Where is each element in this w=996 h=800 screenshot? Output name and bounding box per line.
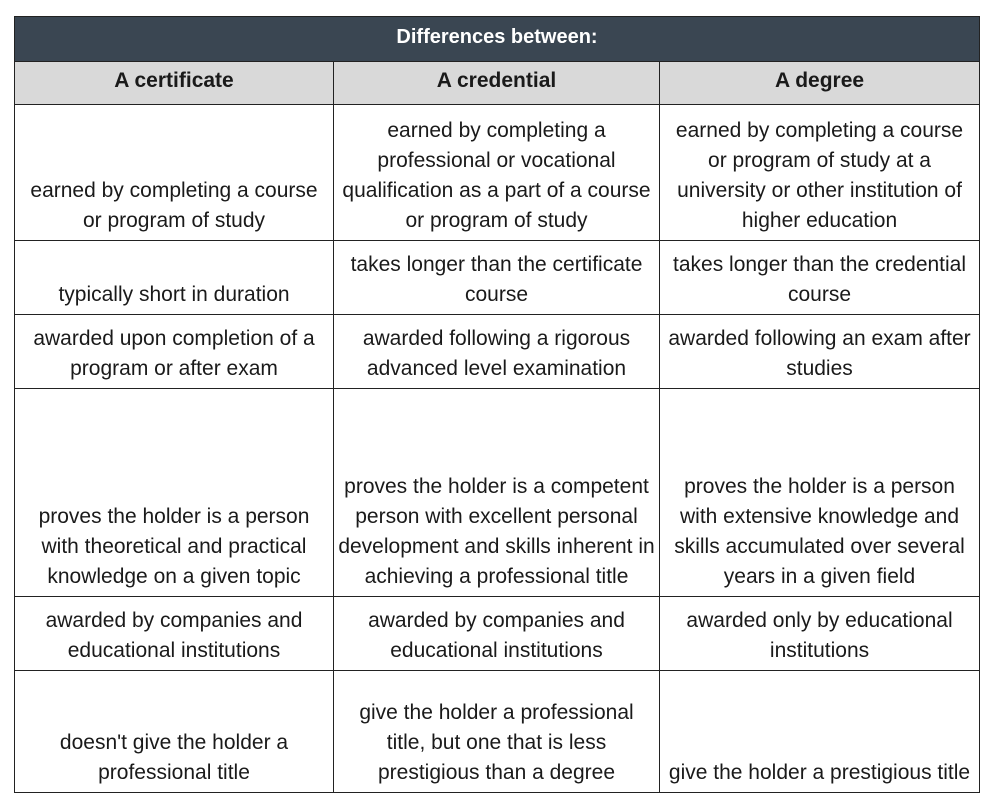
cell-credential: awarded following a rigorous advanced level examination (334, 315, 660, 389)
cell-certificate: earned by completing a course or program of study (15, 105, 334, 241)
table-row (15, 105, 980, 241)
column-header-certificate: A certificate (15, 62, 334, 105)
table-row (15, 671, 980, 793)
cell-credential: proves the holder is a competent person with excellent personal development and skills inherent in achieving a professional title (334, 389, 660, 597)
cell-degree: give the holder a prestigious title (660, 671, 980, 793)
cell-credential: takes longer than the certificate course (334, 241, 660, 315)
comparison-table (14, 16, 980, 793)
cell-credential: give the holder a professional title, but one that is less prestigious than a degree (334, 671, 660, 793)
cell-certificate: awarded by companies and educational institutions (15, 597, 334, 671)
cell-degree: proves the holder is a person with extensive knowledge and skills accumulated over several years in a given field (660, 389, 980, 597)
cell-credential: earned by completing a professional or vocational qualification as a part of a course or program of study (334, 105, 660, 241)
header-row (15, 62, 980, 105)
cell-credential: awarded by companies and educational institutions (334, 597, 660, 671)
cell-degree: takes longer than the credential course (660, 241, 980, 315)
table-row (15, 241, 980, 315)
title-row (15, 17, 980, 62)
cell-certificate: typically short in duration (15, 241, 334, 315)
table-row (15, 389, 980, 597)
cell-degree: awarded following an exam after studies (660, 315, 980, 389)
column-header-credential: A credential (334, 62, 660, 105)
cell-degree: awarded only by educational institutions (660, 597, 980, 671)
cell-degree: earned by completing a course or program of study at a university or other institution of higher education (660, 105, 980, 241)
table-row (15, 597, 980, 671)
table-row (15, 315, 980, 389)
cell-certificate: doesn't give the holder a professional title (15, 671, 334, 793)
column-header-degree: A degree (660, 62, 980, 105)
table-title: Differences between: (15, 17, 980, 62)
cell-certificate: proves the holder is a person with theoretical and practical knowledge on a given topic (15, 389, 334, 597)
cell-certificate: awarded upon completion of a program or after exam (15, 315, 334, 389)
